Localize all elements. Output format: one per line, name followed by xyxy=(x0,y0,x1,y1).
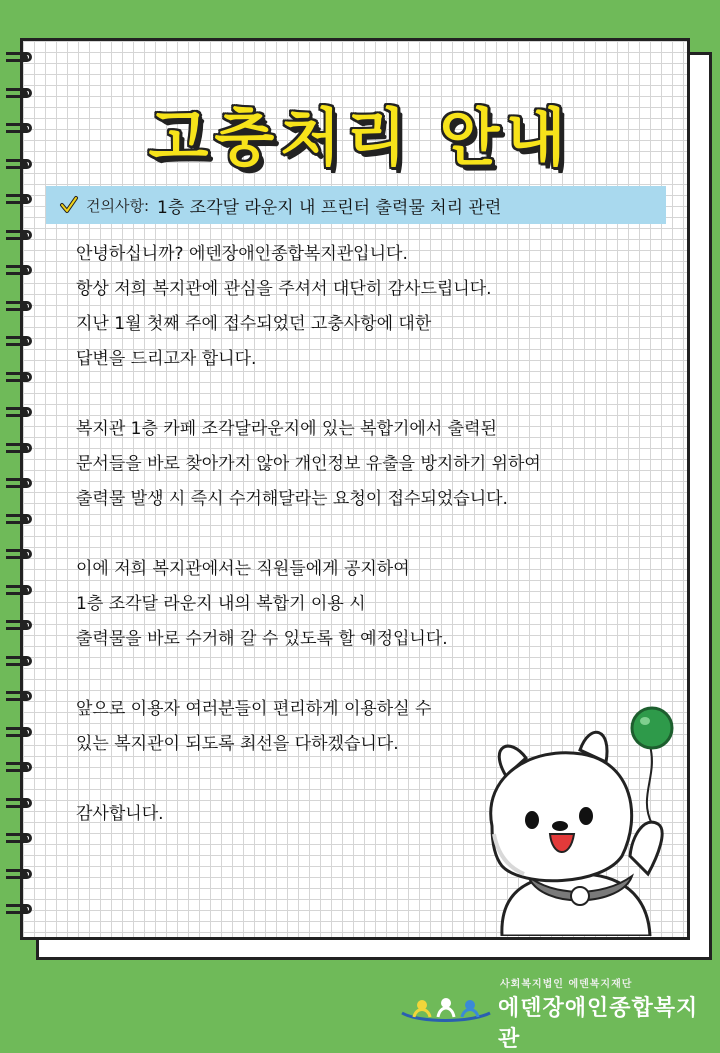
notice-line: 출력물 발생 시 즉시 수거해달라는 요청이 접수되었습니다. xyxy=(76,489,508,509)
notice-line: 있는 복지관이 되도록 최선을 다하겠습니다. xyxy=(76,734,399,754)
binding-ring xyxy=(6,762,32,772)
notice-paragraph xyxy=(76,412,636,517)
notice-line: 이에 저희 복지관에서는 직원들에게 공지하여 xyxy=(76,559,410,579)
notice-line: 안녕하십니까? 에덴장애인종합복지관입니다. xyxy=(76,244,408,264)
binding-ring xyxy=(6,869,32,879)
binding-ring xyxy=(6,833,32,843)
binding-ring xyxy=(6,585,32,595)
notice-line: 문서들을 바로 찾아가지 않아 개인정보 유출을 방지하기 위하여 xyxy=(76,454,541,474)
binding-ring xyxy=(6,727,32,737)
org-parent-name: 사회복지법인 에덴복지재단 xyxy=(500,979,633,990)
binding-ring xyxy=(6,230,32,240)
organization-footer xyxy=(400,975,700,1052)
binding-ring xyxy=(6,514,32,524)
binding-ring xyxy=(6,904,32,914)
binding-ring xyxy=(6,656,32,666)
notice-line: 1층 조각달 라운지 내의 복합기 이용 시 xyxy=(76,594,366,614)
binding-ring xyxy=(6,372,32,382)
subject-text: 1층 조각달 라운지 내 프린터 출력물 처리 관련 xyxy=(157,197,502,218)
balloon xyxy=(632,708,672,748)
check-icon xyxy=(58,194,80,216)
notice-line: 지난 1월 첫째 주에 접수되었던 고충사항에 대한 xyxy=(76,314,432,334)
subject-label: 건의사항: xyxy=(86,196,150,215)
binding-ring xyxy=(6,194,32,204)
binding-ring xyxy=(6,691,32,701)
binding-ring xyxy=(6,443,32,453)
notice-line: 앞으로 이용자 여러분들이 편리하게 이용하실 수 xyxy=(76,699,432,719)
binding-ring xyxy=(6,620,32,630)
binding-ring xyxy=(6,265,32,275)
page-title: 고충처리 안내 xyxy=(148,101,572,174)
notice-line: 답변을 드리고자 합니다. xyxy=(76,349,257,369)
binding-ring xyxy=(6,407,32,417)
notice-paragraph xyxy=(76,237,636,377)
binding-ring xyxy=(6,798,32,808)
notice-line: 복지관 1층 카페 조각달라운지에 있는 복합기에서 출력된 xyxy=(76,419,497,439)
notice-line: 출력물을 바로 수거해 갈 수 있도록 할 예정입니다. xyxy=(76,629,448,649)
binding-ring xyxy=(6,478,32,488)
org-name: 에덴장애인종합복지관 xyxy=(498,996,699,1052)
subject-bar xyxy=(46,186,666,224)
binding-ring xyxy=(6,549,32,559)
org-logo xyxy=(400,987,492,1023)
binding-ring xyxy=(6,336,32,346)
notice-line: 항상 저희 복지관에 관심을 주셔서 대단히 감사드립니다. xyxy=(76,279,492,299)
binding-ring xyxy=(6,52,32,62)
mascot-bear xyxy=(462,706,692,936)
binding-ring xyxy=(6,301,32,311)
notice-line: 감사합니다. xyxy=(76,804,164,824)
notice-paragraph xyxy=(76,552,636,657)
